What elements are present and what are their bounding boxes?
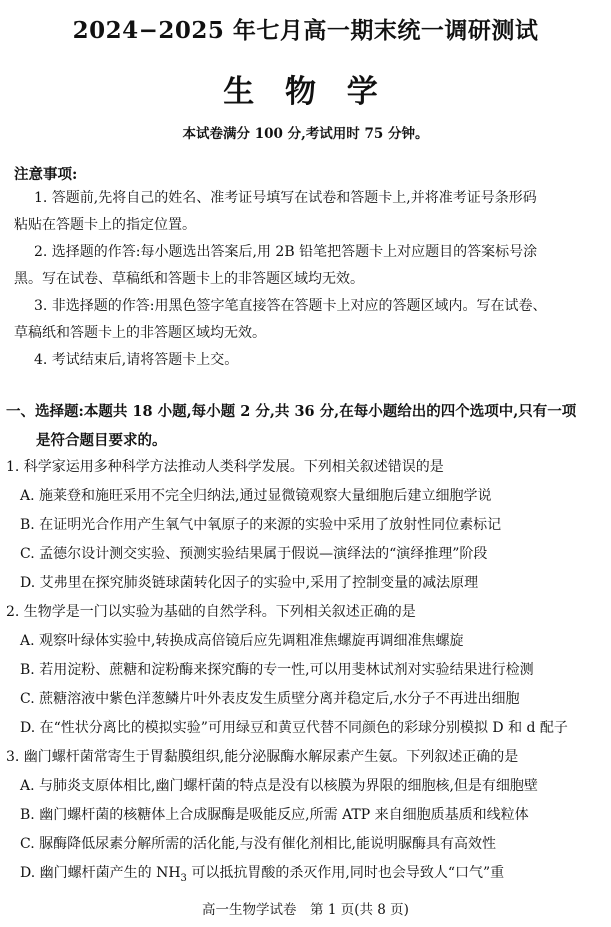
answer-option: A. 与肺炎支原体相比,幽门螺杆菌的特点是没有以核膜为界限的细胞核,但是有细胞壁 [20,778,538,794]
answer-option: C. 脲酶降低尿素分解所需的活化能,与没有催化剂相比,能说明脲酶具有高效性 [20,836,497,852]
note-line: 黑。写在试卷、草稿纸和答题卡上的非答题区域均无效。 [14,271,364,287]
note-line: 2. 选择题的作答:每小题选出答案后,用 2B 铅笔把答题卡上对应题目的答案标号涂 [34,244,538,260]
note-line: 粘贴在答题卡上的指定位置。 [14,217,196,233]
answer-option: A. 观察叶绿体实验中,转换成高倍镜后应先调粗准焦螺旋再调细准焦螺旋 [20,633,464,649]
answer-option: B. 在证明光合作用产生氧气中氧原子的来源的实验中采用了放射性同位素标记 [20,517,502,533]
answer-option: B. 若用淀粉、蔗糖和淀粉酶来探究酶的专一性,可以用斐林试剂对实验结果进行检测 [20,662,534,678]
page-footer: 高一生物学试卷 第 1 页(共 8 页) [202,902,409,918]
note-line: 1. 答题前,先将自己的姓名、准考证号填写在试卷和答题卡上,并将准考证号条形码 [34,190,537,206]
option-text-start: D. 幽门螺杆菌产生的 NH [20,865,181,881]
question-stem: 3. 幽门螺杆菌常寄生于胃黏膜组织,能分泌脲酶水解尿素产生氨。下列叙述正确的是 [6,749,519,765]
question-stem: 2. 生物学是一门以实验为基础的自然学科。下列相关叙述正确的是 [6,604,416,620]
note-line: 草稿纸和答题卡上的非答题区域均无效。 [14,325,266,341]
note-line: 3. 非选择题的作答:用黑色签字笔直接答在答题卡上对应的答题区域内。写在试卷、 [34,298,547,314]
subscript: 3 [180,872,187,884]
subject-title: 生 物 学 [223,74,388,110]
answer-option: C. 蔗糖溶液中紫色洋葱鳞片叶外表皮发生质壁分离并稳定后,水分子不再进出细胞 [20,691,520,707]
answer-option: D. 艾弗里在探究肺炎链球菌转化因子的实验中,采用了控制变量的减法原理 [20,575,479,591]
answer-option: C. 孟德尔设计测交实验、预测实验结果属于假说—演绎法的“演绎推理”阶段 [20,546,488,562]
answer-option: A. 施莱登和施旺采用不完全归纳法,通过显微镜观察大量细胞后建立细胞学说 [20,488,492,504]
option-text-end: 可以抵抗胃酸的杀灭作用,同时也会导致人“口气”重 [186,865,505,881]
exam-title: 2024−2025 年七月高一期末统一调研测试 [72,17,539,44]
section-heading: 一、选择题:本题共 18 小题,每小题 2 分,共 36 分,在每小题给出的四个选项中,只有一项 [6,403,577,420]
answer-option [20,863,504,889]
question-stem: 1. 科学家运用多种科学方法推动人类科学发展。下列相关叙述错误的是 [6,459,444,475]
answer-option: D. 在“性状分离比的模拟实验”可用绿豆和黄豆代替不同颜色的彩球分别模拟 D 和 d 配子 [20,720,568,736]
exam-info: 本试卷满分 100 分,考试用时 75 分钟。 [182,126,429,142]
notes-heading: 注意事项: [14,166,78,183]
answer-option: B. 幽门螺杆菌的核糖体上合成脲酶是吸能反应,所需 ATP 来自细胞质基质和线粒体 [20,807,529,823]
note-line: 4. 考试结束后,请将答题卡上交。 [34,352,239,368]
section-heading-continued: 是符合题目要求的。 [36,432,167,449]
